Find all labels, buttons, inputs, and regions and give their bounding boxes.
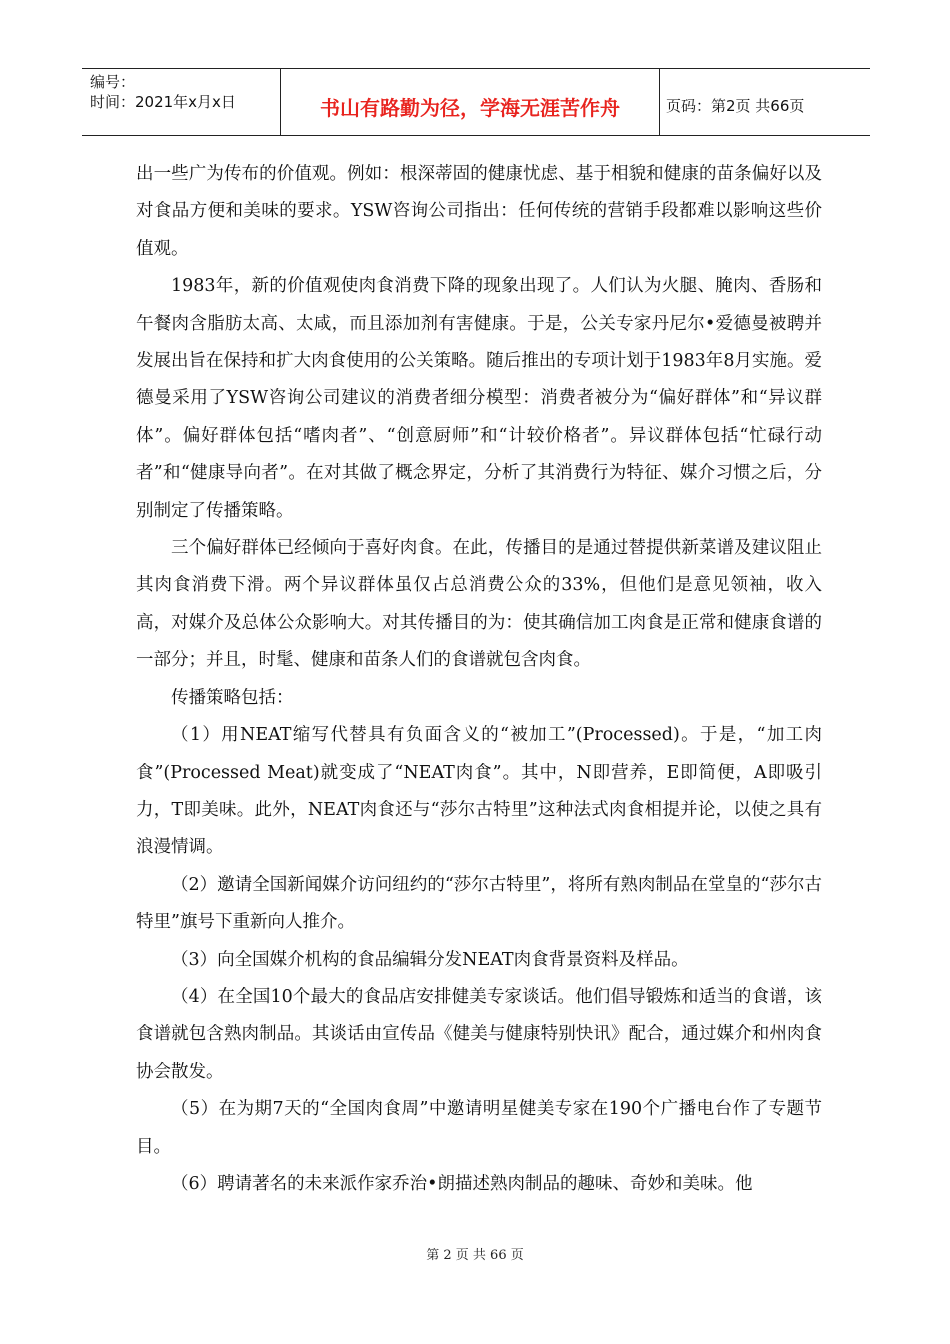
header-motto: 书山有路勤为径，学海无涯苦作舟 xyxy=(281,69,660,135)
list-item: （4）在全国10个最大的食品店安排健美专家谈话。他们倡导锻炼和适当的食谱，该食谱就包含熟肉制品。其谈话由宣传品《健美与健康特别快讯》配合，通过媒介和州肉食协会散发。 xyxy=(136,986,822,1082)
header-meta xyxy=(82,69,281,135)
list-item: （3）向全国媒介机构的食品编辑分发NEAT肉食背景资料及样品。 xyxy=(171,949,689,970)
header-page-info: 页码：第2页 共66页 xyxy=(666,96,805,115)
paragraph: 出一些广为传布的价值观。例如：根深蒂固的健康忧虑、基于相貌和健康的苗条偏好以及对食品方便和美味的要求。YSW咨询公司指出：任何传统的营销手段都难以影响这些价值观。 xyxy=(136,164,822,259)
paragraph: 传播策略包括： xyxy=(171,687,294,708)
page-footer: 第 2 页 共 66 页 xyxy=(426,1248,524,1263)
list-item: （5）在为期7天的“全国肉食周”中邀请明星健美专家在190个广播电台作了专题节目。 xyxy=(136,1099,822,1157)
paragraph: 三个偏好群体已经倾向于喜好肉食。在此，传播目的是通过替提供新菜谱及建议阻止其肉食消费下滑。两个异议群体虽仅占总消费公众的33%，但他们是意见领袖，收入高，对媒介及总体公众影响大。对其传播目的为：使其确信加工肉食是正常和健康食谱的一部分；并且，时髦、健康和苗条人们的食谱就包含肉食。 xyxy=(136,538,822,671)
list-item: （2）邀请全国新闻媒介访问纽约的“莎尔古特里”，将所有熟肉制品在堂皇的“莎尔古特里”旗号下重新向人推介。 xyxy=(136,874,822,933)
list-item: （1）用NEAT缩写代替具有负面含义的“被加工”(Processed)。于是，“加工肉食”(Processed Meat)就变成了“NEAT肉食”。其中，N即营养，E即简便，A即吸引力，T即美味。此外，NEAT肉食还与“莎尔古特里”这种法式肉食相提并论，以使之具有浪漫情调。 xyxy=(136,725,822,858)
document-body xyxy=(136,156,822,1203)
document-date-label: 时间：2021年x月x日 xyxy=(90,93,236,111)
list-item: （6）聘请著名的未来派作家乔治•朗描述熟肉制品的趣味、奇妙和美味。他 xyxy=(171,1173,753,1194)
paragraph: 1983年，新的价值观使肉食消费下降的现象出现了。人们认为火腿、腌肉、香肠和午餐肉含脂肪太高、太咸，而且添加剂有害健康。于是，公关专家丹尼尔•爱德曼被聘并发展出旨在保持和扩大肉食使用的公关策略。随后推出的专项计划于1983年8月实施。爱德曼采用了YSW咨询公司建议的消费者细分模型：消费者被分为“偏好群体”和“异议群体”。偏好群体包括“嗜肉者”、“创意厨师”和“计较价格者”。异议群体包括“忙碌行动者”和“健康导向者”。在对其做了概念界定，分析了其消费行为特征、媒介习惯之后，分别制定了传播策略。 xyxy=(136,276,822,521)
document-number-label: 编号： xyxy=(90,73,136,91)
page-header xyxy=(82,68,870,136)
